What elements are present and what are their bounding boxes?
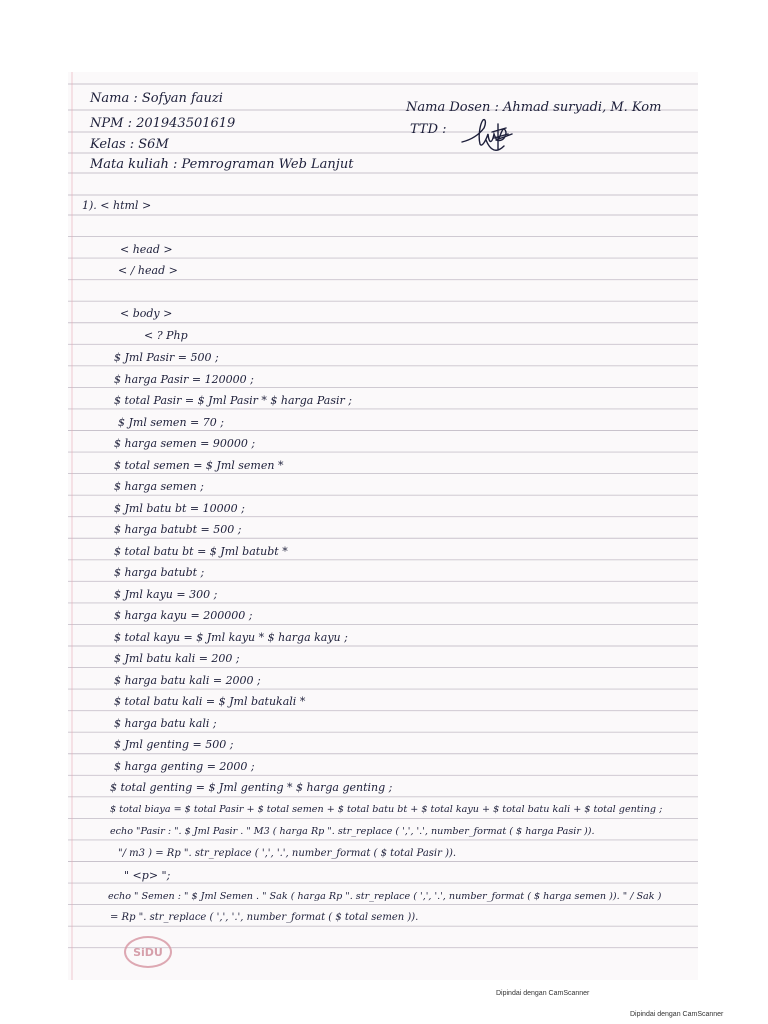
code-line: $ harga genting = 2000 ; — [114, 760, 255, 773]
code-line: $ total kayu = $ Jml kayu * $ harga kayu ; — [114, 631, 348, 644]
code-line: $ harga batubt ; — [114, 566, 205, 579]
code-line: echo "Pasir : ". $ Jml Pasir . " M3 ( harga Rp ". str_replace ( ',', '.', number_format ( $ harga Pasir )). — [110, 826, 595, 837]
code-line: < ? Php — [144, 329, 188, 342]
stamp-seal — [124, 936, 172, 968]
code-line: $ Jml kayu = 300 ; — [114, 588, 218, 601]
code-line: $ harga kayu = 200000 ; — [114, 609, 253, 622]
signature-label: TTD : — [410, 122, 447, 137]
code-line: $ total batu bt = $ Jml batubt * — [114, 545, 288, 558]
code-line: = Rp ". str_replace ( ',', '.', number_format ( $ total semen )). — [110, 912, 419, 923]
code-line: $ total semen = $ Jml semen * — [114, 459, 284, 472]
course-name: Mata kuliah : Pemrograman Web Lanjut — [90, 157, 354, 172]
code-line: $ harga batu kali ; — [114, 717, 217, 730]
code-line: $ Jml semen = 70 ; — [118, 416, 224, 429]
student-class: Kelas : S6M — [90, 137, 169, 152]
code-line: $ harga batubt = 500 ; — [114, 523, 242, 536]
code-line: $ total biaya = $ total Pasir + $ total semen + $ total batu bt + $ total kayu + $ total batu kali + $ total genting ; — [110, 804, 663, 815]
code-line: $ harga semen = 90000 ; — [114, 437, 256, 450]
code-line: 1). < html > — [82, 199, 152, 212]
code-line: $ Jml batu kali = 200 ; — [114, 652, 240, 665]
student-name: Nama : Sofyan fauzi — [90, 91, 223, 106]
code-line: $ harga Pasir = 120000 ; — [114, 373, 254, 386]
code-line: < / head > — [118, 264, 178, 277]
code-line: $ total Pasir = $ Jml Pasir * $ harga Pasir ; — [114, 394, 352, 407]
code-line: $ harga batu kali = 2000 ; — [114, 674, 261, 687]
code-line: $ Jml batu bt = 10000 ; — [114, 502, 245, 515]
code-line: < body > — [120, 307, 173, 320]
scanner-watermark: Dipindai dengan CamScanner — [630, 1011, 724, 1018]
notebook-page — [68, 72, 698, 980]
code-line: $ harga semen ; — [114, 480, 204, 493]
stamp-text: SiDU — [133, 945, 163, 959]
code-line: $ Jml genting = 500 ; — [114, 738, 234, 751]
student-npm: NPM : 201943501619 — [90, 116, 236, 131]
scanner-watermark: Dipindai dengan CamScanner — [496, 990, 590, 997]
code-line: echo " Semen : " $ Jml Semen . " Sak ( harga Rp ". str_replace ( ',', '.', number_format ( $ harga semen )). " / Sak ) — [108, 891, 662, 902]
code-line: $ total genting = $ Jml genting * $ harga genting ; — [110, 781, 393, 794]
code-line: "/ m3 ) = Rp ". str_replace ( ',', '.', number_format ( $ total Pasir )). — [118, 848, 457, 859]
code-line: " <p> "; — [124, 869, 171, 882]
code-line: $ total batu kali = $ Jml batukali * — [114, 695, 306, 708]
code-line: $ Jml Pasir = 500 ; — [114, 351, 219, 364]
signature — [456, 110, 526, 160]
code-line: < head > — [120, 243, 173, 256]
lecturer-name: Nama Dosen : Ahmad suryadi, M. Kom — [406, 100, 662, 115]
